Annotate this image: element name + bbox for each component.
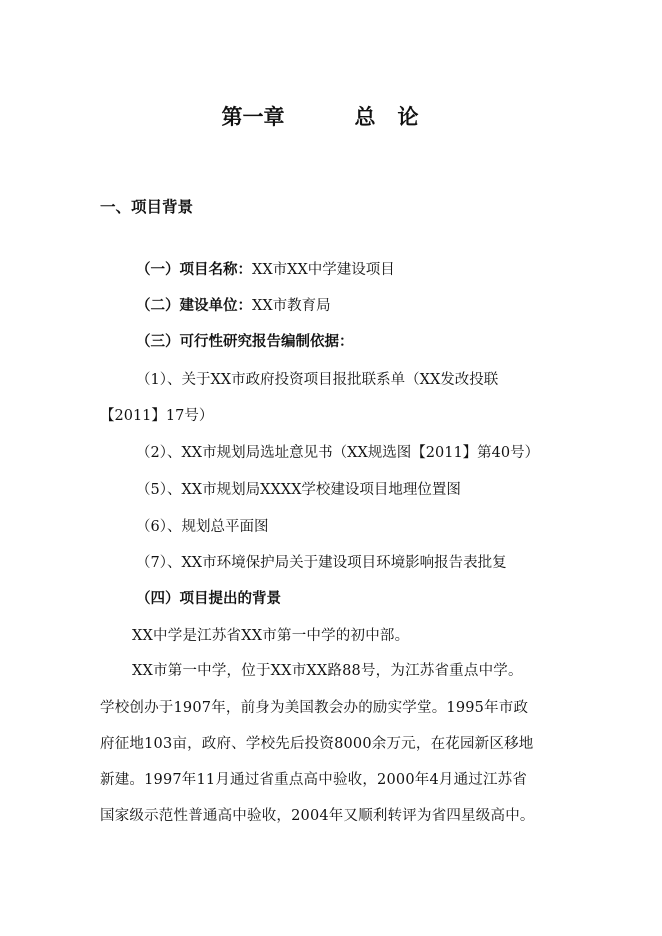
basis-item-1-line-1: （1）、关于XX市政府投资项目报批联系单（XX发改投联 bbox=[136, 372, 499, 388]
project-name-label: （一）项目名称： bbox=[136, 261, 252, 278]
basis-item-1-line-2: 【2011】17号） bbox=[100, 408, 214, 424]
basis-item-5: （5）、XX市规划局XXXX学校建设项目地理位置图 bbox=[136, 482, 461, 498]
paragraph-2-line-1: XX市第一中学，位于XX市XX路88号，为江苏省重点中学。 bbox=[132, 663, 523, 679]
chapter-number: 第一章 bbox=[221, 104, 285, 129]
paragraph-1: XX中学是江苏省XX市第一中学的初中部。 bbox=[132, 628, 410, 644]
basis-item-6: （6）、规划总平面图 bbox=[136, 519, 269, 535]
unit-line bbox=[136, 296, 331, 316]
chapter-name: 总论 bbox=[354, 104, 441, 129]
paragraph-2-line-3: 府征地103亩，政府、学校先后投资8000余万元，在花园新区移地 bbox=[100, 736, 534, 752]
project-name-value: XX市XX中学建设项目 bbox=[252, 262, 395, 278]
chapter-title bbox=[0, 102, 662, 132]
section-title: 一、项目背景 bbox=[100, 197, 194, 216]
unit-value: XX市教育局 bbox=[252, 298, 331, 314]
paragraph-2-line-4: 新建。1997年11月通过省重点高中验收，2000年4月通过江苏省 bbox=[100, 772, 528, 788]
basis-item-2: （2）、XX市规划局选址意见书（XX规选图【2011】第40号） bbox=[136, 445, 540, 461]
paragraph-2-line-2: 学校创办于1907年，前身为美国教会办的励实学堂。1995年市政 bbox=[100, 700, 529, 716]
basis-item-7: （7）、XX市环境保护局关于建设项目环境影响报告表批复 bbox=[136, 555, 507, 571]
basis-heading: （三）可行性研究报告编制依据： bbox=[136, 333, 354, 350]
unit-label: （二）建设单位： bbox=[136, 297, 252, 314]
paragraph-2-line-5: 国家级示范性普通高中验收，2004年又顺利转评为省四星级高中。 bbox=[100, 808, 535, 824]
project-name-line bbox=[136, 260, 395, 280]
background-heading: （四）项目提出的背景 bbox=[136, 590, 281, 607]
